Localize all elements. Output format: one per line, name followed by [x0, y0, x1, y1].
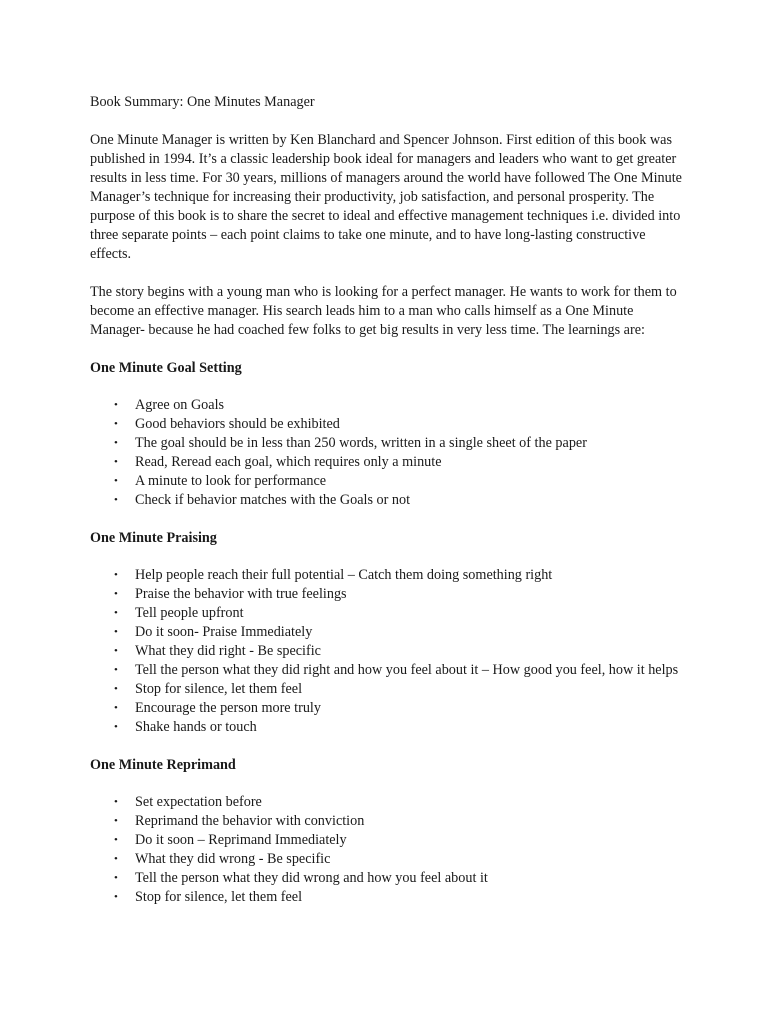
list-item-text: Shake hands or touch: [135, 719, 257, 735]
list-item-text: Read, Reread each goal, which requires only a minute: [135, 454, 442, 470]
list-item-text: Do it soon – Reprimand Immediately: [135, 832, 347, 848]
section-praising: [90, 529, 690, 737]
list-item-text: Praise the behavior with true feelings: [135, 586, 347, 602]
list-item: [90, 566, 690, 585]
bullet-icon: •: [114, 588, 118, 600]
bullet-icon: •: [114, 475, 118, 487]
bullet-list: [90, 566, 690, 737]
list-item: [90, 453, 690, 472]
list-item: [90, 888, 690, 907]
list-item-text: Set expectation before: [135, 794, 262, 810]
list-item: [90, 812, 690, 831]
list-item: [90, 396, 690, 415]
list-item-text: Tell the person what they did right and how you feel about it – How good you feel, how it helps: [135, 662, 679, 678]
list-item: [90, 472, 690, 491]
bullet-icon: •: [114, 853, 118, 865]
list-item: [90, 661, 690, 680]
list-item: [90, 699, 690, 718]
list-item: [90, 869, 690, 888]
list-item: [90, 642, 690, 661]
list-item: [90, 718, 690, 737]
bullet-icon: •: [114, 872, 118, 884]
list-item-text: Tell people upfront: [135, 605, 244, 621]
intro-paragraph: One Minute Manager is written by Ken Blanchard and Spencer Johnson. First edition of this book was published in 1994. It’s a classic leadership book ideal for managers and leaders who want to get greater results in less time. For 30 years, millions of managers around the world have followed The One Minute Manager’s technique for increasing their productivity, job satisfaction, and personal prosperity. The purpose of this book is to share the secret to ideal and effective management techniques i.e. divided into three separate points – each point claims to take one minute, and to have long-lasting constructive effects.: [90, 132, 682, 262]
list-item-text: Stop for silence, let them feel: [135, 889, 303, 905]
list-item-text: Help people reach their full potential – Catch them doing something right: [135, 567, 553, 583]
story-paragraph: The story begins with a young man who is looking for a perfect manager. He wants to work for them to become an effective manager. His search leads him to a man who calls himself as a One Minute Manager- because he had coached few folks to get big results in very less time. The learnings are:: [90, 284, 677, 338]
bullet-icon: •: [114, 456, 118, 468]
bullet-icon: •: [114, 702, 118, 714]
list-item-text: What they did wrong - Be specific: [135, 851, 331, 867]
list-item: [90, 680, 690, 699]
section-heading: One Minute Goal Setting: [90, 360, 242, 376]
list-item-text: Encourage the person more truly: [135, 700, 321, 716]
list-item-text: A minute to look for performance: [135, 473, 327, 489]
section-reprimand: [90, 756, 690, 907]
list-item: [90, 415, 690, 434]
document-page: [90, 93, 690, 926]
list-item-text: Check if behavior matches with the Goals or not: [135, 492, 411, 508]
bullet-icon: •: [114, 399, 118, 411]
bullet-icon: •: [114, 815, 118, 827]
bullet-icon: •: [114, 834, 118, 846]
list-item-text: Good behaviors should be exhibited: [135, 416, 340, 432]
bullet-icon: •: [114, 569, 118, 581]
bullet-icon: •: [114, 664, 118, 676]
list-item: [90, 623, 690, 642]
bullet-list: [90, 793, 690, 907]
list-item: [90, 434, 690, 453]
list-item: [90, 850, 690, 869]
list-item-text: Reprimand the behavior with conviction: [135, 813, 365, 829]
bullet-icon: •: [114, 721, 118, 733]
list-item: [90, 491, 690, 510]
list-item-text: Tell the person what they did wrong and how you feel about it: [135, 870, 488, 886]
section-heading: One Minute Reprimand: [90, 757, 236, 773]
document-title: Book Summary: One Minutes Manager: [90, 94, 315, 110]
bullet-icon: •: [114, 645, 118, 657]
list-item-text: Do it soon- Praise Immediately: [135, 624, 313, 640]
list-item: [90, 604, 690, 623]
bullet-icon: •: [114, 607, 118, 619]
list-item: [90, 793, 690, 812]
bullet-icon: •: [114, 418, 118, 430]
list-item: [90, 585, 690, 604]
bullet-icon: •: [114, 437, 118, 449]
bullet-icon: •: [114, 683, 118, 695]
list-item-text: What they did right - Be specific: [135, 643, 321, 659]
section-goal-setting: [90, 359, 690, 510]
list-item-text: Stop for silence, let them feel: [135, 681, 303, 697]
list-item: [90, 831, 690, 850]
bullet-icon: •: [114, 626, 118, 638]
bullet-icon: •: [114, 494, 118, 506]
bullet-icon: •: [114, 796, 118, 808]
list-item-text: Agree on Goals: [135, 397, 225, 413]
list-item-text: The goal should be in less than 250 words, written in a single sheet of the paper: [135, 435, 587, 451]
bullet-icon: •: [114, 891, 118, 903]
bullet-list: [90, 396, 690, 510]
section-heading: One Minute Praising: [90, 530, 217, 546]
